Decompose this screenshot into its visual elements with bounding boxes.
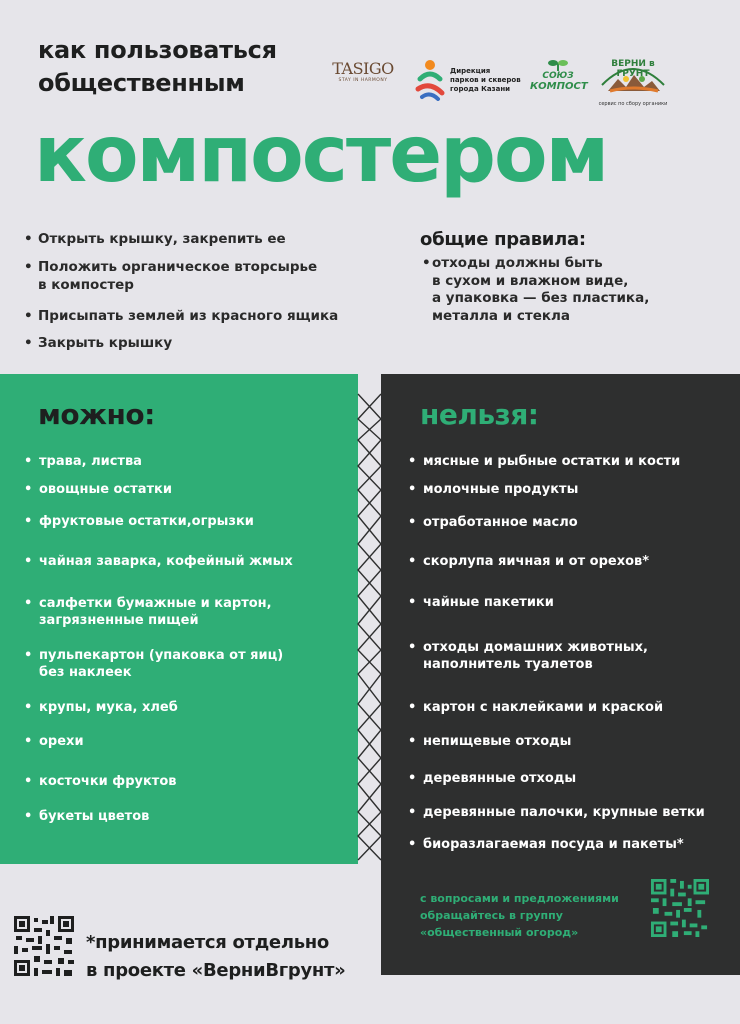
bullet: • (408, 515, 417, 530)
forbidden-item-continuation (408, 656, 593, 673)
park-directorate-logo (412, 57, 522, 101)
forbidden-item-text: отходы домашних животных, (423, 640, 648, 655)
verni-v-grunt-name: ВЕРНИ в ГРУНТ (611, 59, 655, 79)
qr-code-left[interactable] (14, 916, 74, 976)
verni-v-grunt-tagline: сервис по сбору органики (598, 101, 668, 107)
allowed-title: можно: (38, 398, 155, 431)
forbidden-item (408, 770, 576, 787)
rules-text (420, 255, 649, 325)
allowed-item-continuation (24, 664, 132, 681)
bullet: • (24, 335, 33, 351)
bullet: • (408, 454, 417, 469)
tasigo-logo (330, 59, 396, 99)
bullet: • (408, 771, 417, 786)
forbidden-item-text: деревянные отходы (423, 771, 577, 786)
park-directorate-line-2: парков и скверов (450, 76, 521, 84)
bullet: • (408, 482, 417, 497)
allowed-item (24, 699, 178, 716)
allowed-item-text: косточки фруктов (39, 774, 177, 789)
soyuz-kompost-line-2: КОМПОСТ (530, 81, 588, 92)
allowed-item (24, 513, 254, 530)
allowed-item-text: букеты цветов (39, 809, 150, 824)
forbidden-title: нельзя: (420, 398, 539, 431)
qr-code-right[interactable] (651, 879, 709, 937)
allowed-item-text: трава, листва (39, 454, 142, 469)
bullet: • (408, 595, 417, 610)
forbidden-item (408, 733, 571, 750)
allowed-item (24, 808, 149, 825)
step-item-continuation (22, 276, 134, 294)
soyuz-kompost-line-1: СОЮЗ (542, 71, 574, 81)
allowed-item (24, 773, 177, 790)
bullet: • (24, 259, 33, 275)
forbidden-item-text: деревянные палочки, крупные ветки (423, 805, 705, 820)
allowed-item-text: без наклеек (39, 665, 132, 680)
forbidden-item-text: мясные и рыбные остатки и кости (423, 454, 681, 469)
park-directorate-icon (412, 57, 448, 101)
allowed-item-continuation (24, 612, 199, 629)
rules-line: а упаковка — без пластика, (432, 290, 650, 306)
bullet: • (24, 774, 33, 789)
sprout-icon (530, 59, 586, 71)
rules-line: металла и стекла (432, 307, 571, 324)
bullet: • (24, 734, 33, 749)
page-title: компостером (34, 110, 608, 200)
allowed-item-text: пульпекартон (упаковка от яиц) (39, 648, 284, 663)
forbidden-item (408, 699, 663, 716)
allowed-item-text: овощные остатки (39, 482, 172, 497)
bullet: • (422, 255, 431, 271)
step-text: Закрыть крышку (38, 335, 173, 351)
allowed-item (24, 481, 172, 498)
allowed-item (24, 647, 283, 664)
forbidden-item (408, 553, 649, 570)
forbidden-item-text: чайные пакетики (423, 595, 554, 610)
bullet: • (24, 454, 33, 469)
forbidden-item-text: биоразлагаемая посуда и пакеты* (423, 837, 684, 852)
footnote-line: в проекте «ВерниВгрунт» (86, 960, 346, 981)
tasigo-logo-name: TASIGO (332, 59, 394, 78)
forbidden-item (408, 639, 648, 656)
bullet: • (24, 514, 33, 529)
step-item (22, 258, 317, 276)
bullet: • (24, 231, 33, 247)
tasigo-logo-tagline: STAY IN HARMONY (338, 78, 388, 83)
forbidden-item-text: скорлупа яичная и от орехов* (423, 554, 650, 569)
contact-line: с вопросами и предложениями (420, 892, 619, 905)
forbidden-item-text: молочные продукты (423, 482, 579, 497)
forbidden-item (408, 514, 578, 531)
bullet: • (24, 648, 33, 663)
verni-v-grunt-logo (596, 55, 670, 107)
allowed-item-text: салфетки бумажные и картон, (39, 596, 272, 611)
allowed-item-text: орехи (39, 734, 84, 749)
subtitle (38, 34, 277, 100)
bullet: • (24, 308, 33, 324)
forbidden-item (408, 804, 705, 821)
forbidden-item-text: картон с наклейками и краской (423, 700, 664, 715)
subtitle-line-2: общественным (38, 69, 245, 97)
step-text: в компостер (38, 277, 134, 293)
rules-title: общие правила: (420, 229, 586, 250)
forbidden-item-text: отработанное масло (423, 515, 578, 530)
bullet: • (24, 809, 33, 824)
allowed-item (24, 733, 84, 750)
step-item (22, 334, 172, 352)
forbidden-item (408, 453, 680, 470)
step-item (22, 307, 338, 325)
rules-line: отходы должны быть (432, 255, 603, 271)
subtitle-line-1: как пользоваться (38, 36, 277, 64)
bullet: • (24, 700, 33, 715)
allowed-item (24, 453, 142, 470)
contact-line: обращайтесь в группу (420, 909, 563, 922)
bullet: • (24, 482, 33, 497)
allowed-item-text: крупы, мука, хлеб (39, 700, 178, 715)
forbidden-item (408, 481, 578, 498)
forbidden-item-text: наполнитель туалетов (423, 657, 593, 672)
step-item (22, 230, 286, 248)
bullet: • (24, 554, 33, 569)
footnote-line: *принимается отдельно (86, 932, 330, 953)
partner-logos (330, 55, 670, 105)
bullet: • (408, 700, 417, 715)
step-text: Положить органическое вторсырье (38, 259, 318, 275)
soyuz-kompost-logo (530, 59, 586, 101)
forbidden-item (408, 594, 554, 611)
bullet: • (408, 554, 417, 569)
contact-line: «общественный огород» (420, 926, 579, 939)
step-text: Открыть крышку, закрепить ее (38, 231, 286, 247)
allowed-item-text: фруктовые остатки,огрызки (39, 514, 254, 529)
forbidden-item (408, 836, 684, 853)
park-directorate-line-3: города Казани (450, 85, 511, 93)
bullet: • (24, 596, 33, 611)
allowed-item-text: чайная заварка, кофейный жмых (39, 554, 293, 569)
bullet: • (408, 640, 417, 655)
bullet: • (408, 734, 417, 749)
rules-line: в сухом и влажном виде, (432, 272, 629, 289)
park-directorate-line-1: Дирекция (450, 67, 491, 75)
bullet: • (408, 837, 417, 852)
allowed-item (24, 553, 293, 570)
contact-info (420, 890, 619, 941)
connector-lines (355, 374, 385, 864)
allowed-item (24, 595, 272, 612)
footnote (86, 929, 346, 985)
step-text: Присыпать землей из красного ящика (38, 308, 339, 324)
forbidden-item-text: непищевые отходы (423, 734, 572, 749)
allowed-item-text: загрязненные пищей (39, 613, 199, 628)
bullet: • (408, 805, 417, 820)
